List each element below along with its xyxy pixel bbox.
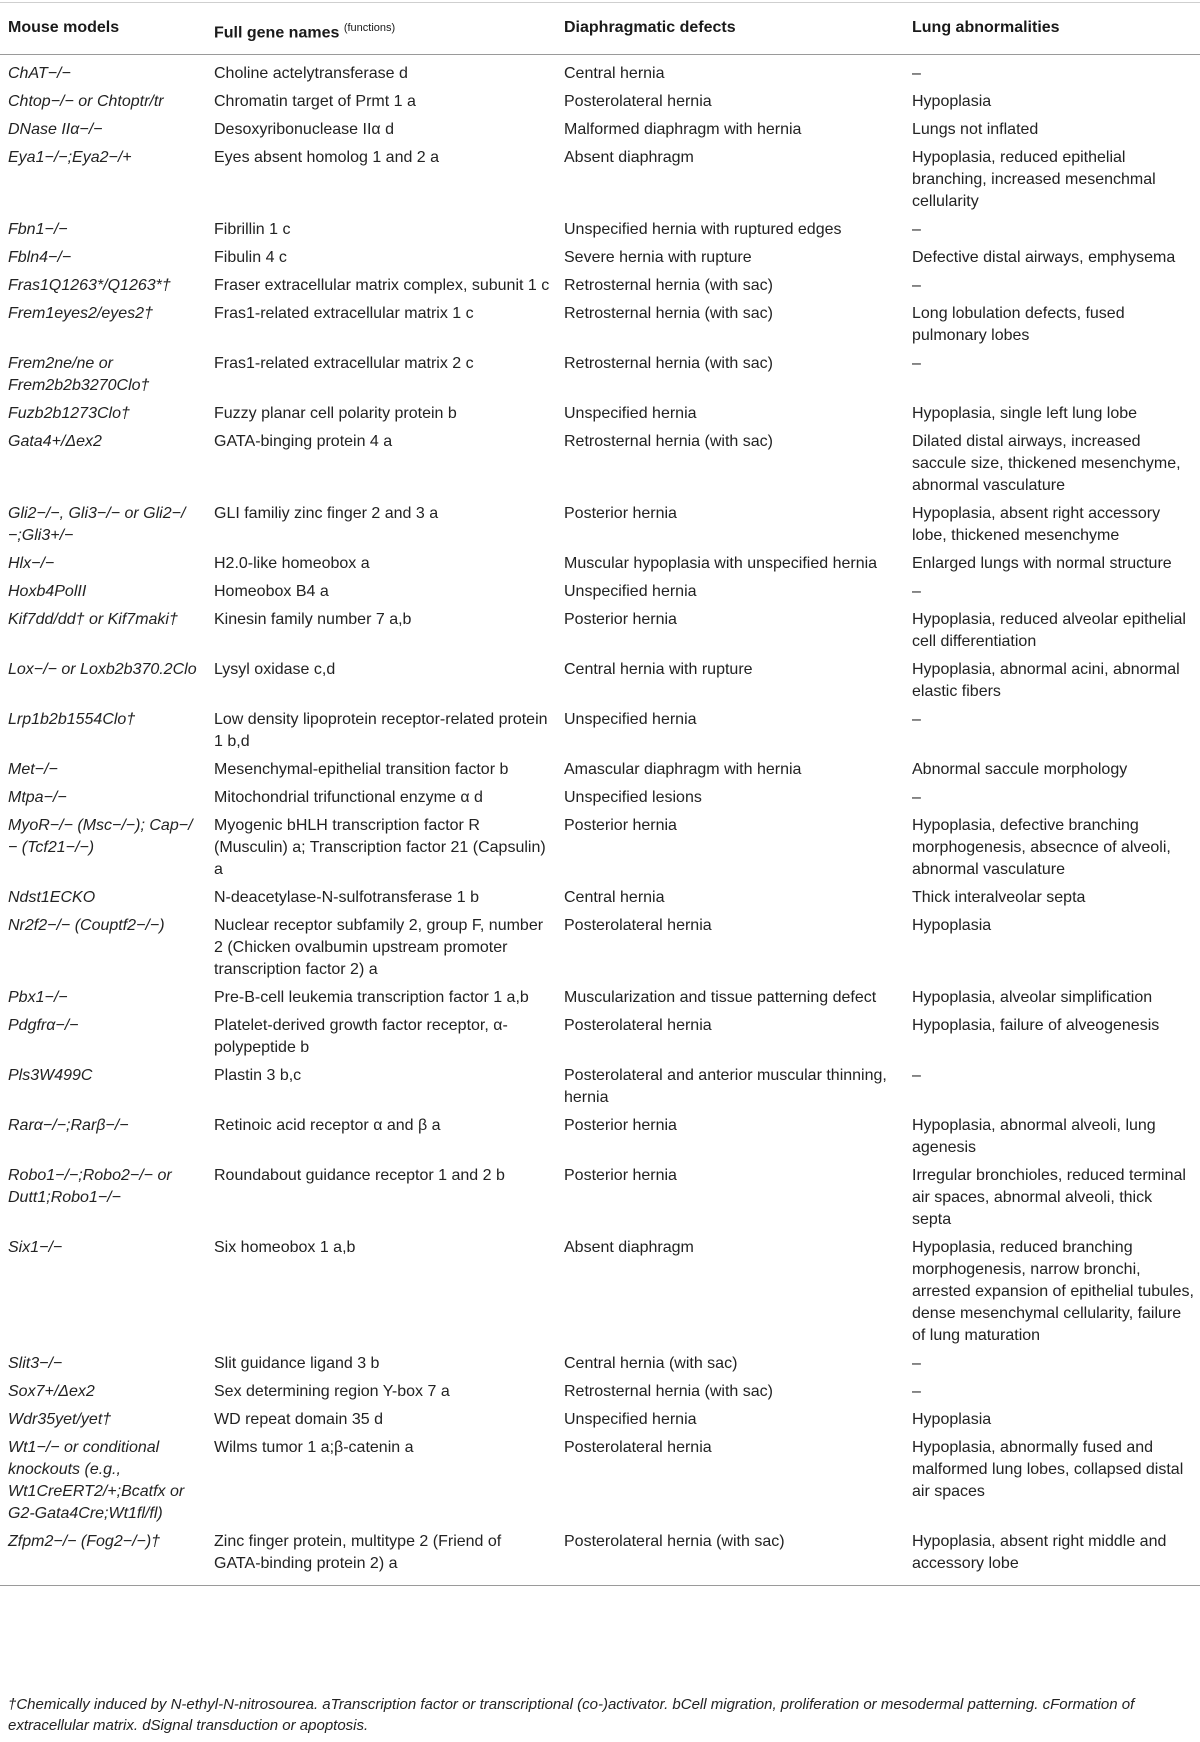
cell-lung-abnormality: Lungs not inflated bbox=[912, 121, 1039, 139]
cell-mouse-model: Gata4+/Δex2 bbox=[8, 433, 102, 451]
cell-lung-abnormality: – bbox=[912, 1383, 921, 1401]
cell-mouse-model: DNase IIα−/− bbox=[8, 121, 103, 139]
header-diaphragmatic-defects-label: Diaphragmatic defects bbox=[564, 19, 736, 36]
cell-lung-abnormality: Hypoplasia, abnormally fused and malformed lung lobes, collapsed distal air spaces bbox=[912, 1439, 1184, 1501]
table-row bbox=[0, 350, 1200, 400]
cell-lung-abnormality: Hypoplasia bbox=[912, 1411, 992, 1429]
cell-diaphragmatic-defect: Posterolateral hernia bbox=[564, 917, 712, 935]
cell-diaphragmatic-defect: Retrosternal hernia (with sac) bbox=[564, 1383, 773, 1401]
cell-lung-abnormality: Hypoplasia, alveolar simplification bbox=[912, 989, 1153, 1007]
cell-mouse-model: Hoxb4PolII bbox=[8, 583, 87, 601]
cell-gene-name: Eyes absent homolog 1 and 2 a bbox=[214, 149, 440, 167]
cell-lung-abnormality: Hypoplasia, reduced epithelial branching, increased mesenchmal cellularity bbox=[912, 149, 1156, 211]
cell-diaphragmatic-defect: Posterior hernia bbox=[564, 817, 677, 835]
cell-mouse-model: Pls3W499C bbox=[8, 1067, 93, 1085]
cell-diaphragmatic-defect: Posterior hernia bbox=[564, 1117, 677, 1135]
cell-diaphragmatic-defect: Unspecified lesions bbox=[564, 789, 702, 807]
cell-diaphragmatic-defect: Severe hernia with rupture bbox=[564, 249, 752, 267]
cell-lung-abnormality: Enlarged lungs with normal structure bbox=[912, 555, 1172, 573]
table-row bbox=[0, 116, 1200, 144]
cell-lung-abnormality: Abnormal saccule morphology bbox=[912, 761, 1128, 779]
cell-gene-name: Lysyl oxidase c,d bbox=[214, 661, 336, 679]
cell-lung-abnormality: Hypoplasia, single left lung lobe bbox=[912, 405, 1138, 423]
table-row bbox=[0, 88, 1200, 116]
header-mouse-models bbox=[0, 3, 206, 55]
cell-gene-name: Mitochondrial trifunctional enzyme α d bbox=[214, 789, 483, 807]
cell-diaphragmatic-defect: Muscularization and tissue patterning defect bbox=[564, 989, 877, 1007]
table-row bbox=[0, 272, 1200, 300]
cell-gene-name: Platelet-derived growth factor receptor, α-polypeptide b bbox=[214, 1017, 508, 1057]
cell-mouse-model: ChAT−/− bbox=[8, 65, 71, 83]
cell-lung-abnormality: – bbox=[912, 65, 921, 83]
cell-mouse-model: Chtop−/− or Chtoptr/tr bbox=[8, 93, 164, 111]
cell-gene-name: Fuzzy planar cell polarity protein b bbox=[214, 405, 457, 423]
table-row bbox=[0, 1406, 1200, 1434]
cell-diaphragmatic-defect: Retrosternal hernia (with sac) bbox=[564, 305, 773, 323]
table-row bbox=[0, 578, 1200, 606]
cell-gene-name: GATA-binging protein 4 a bbox=[214, 433, 393, 451]
cell-lung-abnormality: – bbox=[912, 789, 921, 807]
table-row bbox=[0, 606, 1200, 656]
table-row bbox=[0, 55, 1200, 89]
cell-mouse-model: Lrp1b2b1554Clo† bbox=[8, 711, 136, 729]
cell-mouse-model: Frem2ne/ne or Frem2b2b3270Clo† bbox=[8, 355, 150, 395]
table-row bbox=[0, 500, 1200, 550]
cell-lung-abnormality: – bbox=[912, 277, 921, 295]
cell-mouse-model: Gli2−/−, Gli3−/− or Gli2−/−;Gli3+/− bbox=[8, 505, 186, 545]
cell-diaphragmatic-defect: Retrosternal hernia (with sac) bbox=[564, 355, 773, 373]
cell-gene-name: Chromatin target of Prmt 1 a bbox=[214, 93, 416, 111]
cell-lung-abnormality: Irregular bronchioles, reduced terminal air spaces, abnormal alveoli, thick septa bbox=[912, 1167, 1186, 1229]
cell-lung-abnormality: Hypoplasia, reduced branching morphogenesis, narrow bronchi, arrested expansion of epithelial tubules, dense mesenchymal cellularity, failure of lung maturation bbox=[912, 1239, 1194, 1345]
cell-gene-name: Wilms tumor 1 a;β-catenin a bbox=[214, 1439, 414, 1457]
cell-mouse-model: Hlx−/− bbox=[8, 555, 55, 573]
cell-mouse-model: Mtpa−/− bbox=[8, 789, 67, 807]
cell-gene-name: Slit guidance ligand 3 b bbox=[214, 1355, 380, 1373]
header-row bbox=[0, 3, 1200, 55]
cell-gene-name: WD repeat domain 35 d bbox=[214, 1411, 383, 1429]
cell-diaphragmatic-defect: Central hernia bbox=[564, 889, 665, 907]
table-row bbox=[0, 1528, 1200, 1586]
table-row bbox=[0, 984, 1200, 1012]
table-row bbox=[0, 144, 1200, 216]
cell-mouse-model: Zfpm2−/− (Fog2−/−)† bbox=[0, 1528, 206, 1586]
cell-diaphragmatic-defect: Central hernia (with sac) bbox=[564, 1355, 738, 1373]
cell-lung-abnormality: Hypoplasia bbox=[912, 93, 992, 111]
cell-lung-abnormality: Hypoplasia, defective branching morphogenesis, absecnce of alveoli, abnormal vasculature bbox=[912, 817, 1171, 879]
cell-gene-name: Retinoic acid receptor α and β a bbox=[214, 1117, 441, 1135]
cell-diaphragmatic-defect: Retrosternal hernia (with sac) bbox=[564, 277, 773, 295]
cell-diaphragmatic-defect: Unspecified hernia bbox=[564, 1411, 697, 1429]
header-gene-names bbox=[206, 3, 556, 55]
cell-gene-name: N-deacetylase-N-sulfotransferase 1 b bbox=[214, 889, 480, 907]
cell-gene-name: Zinc finger protein, multitype 2 (Friend of GATA-binding protein 2) a bbox=[206, 1528, 556, 1586]
cell-mouse-model: Frem1eyes2/eyes2† bbox=[8, 305, 153, 323]
cell-lung-abnormality: – bbox=[912, 711, 921, 729]
table-row bbox=[0, 1434, 1200, 1528]
cell-gene-name: Choline actelytransferase d bbox=[214, 65, 408, 83]
cell-gene-name: Six homeobox 1 a,b bbox=[214, 1239, 356, 1257]
cell-lung-abnormality: Hypoplasia, abnormal alveoli, lung agenesis bbox=[912, 1117, 1156, 1157]
table-row bbox=[0, 1012, 1200, 1062]
table-row bbox=[0, 550, 1200, 578]
cell-diaphragmatic-defect: Posterolateral hernia bbox=[564, 1439, 712, 1457]
cell-lung-abnormality: – bbox=[912, 583, 921, 601]
table-row bbox=[0, 1350, 1200, 1378]
cell-diaphragmatic-defect: Absent diaphragm bbox=[564, 1239, 694, 1257]
cell-mouse-model: Sox7+/Δex2 bbox=[8, 1383, 95, 1401]
table-row bbox=[0, 1112, 1200, 1162]
cell-diaphragmatic-defect: Retrosternal hernia (with sac) bbox=[564, 433, 773, 451]
cell-mouse-model: MyoR−/− (Msc−/−); Cap−/− (Tcf21−/−) bbox=[8, 817, 193, 857]
cell-gene-name: Kinesin family number 7 a,b bbox=[214, 611, 412, 629]
header-gene-names-label: Full gene names bbox=[214, 24, 340, 42]
header-mouse-models-label: Mouse models bbox=[8, 19, 120, 36]
table-row bbox=[0, 1234, 1200, 1350]
cell-mouse-model: Pdgfrα−/− bbox=[8, 1017, 79, 1035]
cell-gene-name: Mesenchymal-epithelial transition factor b bbox=[214, 761, 509, 779]
cell-lung-abnormality: – bbox=[912, 221, 921, 239]
table-footnote: †Chemically induced by N-ethyl-N-nitrosourea. aTranscription factor or transcriptional (co-)activator. bCell migration, proliferation or mesodermal patterning. cFormation of extracellular matrix. dSignal transduction or apoptosis. bbox=[8, 1696, 1135, 1734]
cell-diaphragmatic-defect: Unspecified hernia with ruptured edges bbox=[564, 221, 842, 239]
cell-mouse-model: Rarα−/−;Rarβ−/− bbox=[8, 1117, 129, 1135]
table-row bbox=[0, 784, 1200, 812]
cell-diaphragmatic-defect: Malformed diaphragm with hernia bbox=[564, 121, 802, 139]
cell-gene-name: Homeobox B4 a bbox=[214, 583, 329, 601]
cell-lung-abnormality: Hypoplasia, abnormal acini, abnormal elastic fibers bbox=[912, 661, 1180, 701]
table-row bbox=[0, 400, 1200, 428]
cell-mouse-model: Met−/− bbox=[8, 761, 58, 779]
table-row bbox=[0, 912, 1200, 984]
cell-diaphragmatic-defect: Posterolateral hernia bbox=[564, 1017, 712, 1035]
table-row bbox=[0, 1378, 1200, 1406]
table-row bbox=[0, 428, 1200, 500]
cell-diaphragmatic-defect: Absent diaphragm bbox=[564, 149, 694, 167]
cell-gene-name: H2.0-like homeobox a bbox=[214, 555, 370, 573]
header-lung-abnormalities-label: Lung abnormalities bbox=[912, 19, 1060, 36]
header-lung-abnormalities bbox=[904, 3, 1200, 55]
cell-mouse-model: Six1−/− bbox=[8, 1239, 63, 1257]
cell-lung-abnormality: Defective distal airways, emphysema bbox=[912, 249, 1176, 267]
cell-mouse-model: Wdr35yet/yet† bbox=[8, 1411, 112, 1429]
cell-lung-abnormality: Hypoplasia, failure of alveogenesis bbox=[912, 1017, 1160, 1035]
table-row bbox=[0, 706, 1200, 756]
table-row bbox=[0, 216, 1200, 244]
cell-gene-name: Myogenic bHLH transcription factor R (Musculin) a; Transcription factor 21 (Capsulin) a bbox=[214, 817, 546, 879]
cell-mouse-model: Ndst1ECKO bbox=[8, 889, 96, 907]
cell-lung-abnormality: Hypoplasia, absent right middle and accessory lobe bbox=[904, 1528, 1200, 1586]
cell-gene-name: Sex determining region Y-box 7 a bbox=[214, 1383, 450, 1401]
table-row bbox=[0, 812, 1200, 884]
cell-diaphragmatic-defect: Amascular diaphragm with hernia bbox=[564, 761, 802, 779]
cell-diaphragmatic-defect: Unspecified hernia bbox=[564, 711, 697, 729]
cell-mouse-model: Wt1−/− or conditional knockouts (e.g., Wt1CreERT2/+;Bcatfx or G2-Gata4Cre;Wt1fl/fl) bbox=[8, 1439, 185, 1523]
cell-diaphragmatic-defect: Central hernia bbox=[564, 65, 665, 83]
cell-gene-name: Fibulin 4 c bbox=[214, 249, 287, 267]
table-row bbox=[0, 656, 1200, 706]
cell-gene-name: Fraser extracellular matrix complex, subunit 1 c bbox=[214, 277, 550, 295]
cell-gene-name: Pre-B-cell leukemia transcription factor 1 a,b bbox=[214, 989, 529, 1007]
table-body bbox=[0, 55, 1200, 1586]
cell-gene-name: Fras1-related extracellular matrix 2 c bbox=[214, 355, 474, 373]
cell-gene-name: Fibrillin 1 c bbox=[214, 221, 291, 239]
cell-diaphragmatic-defect: Posterolateral hernia (with sac) bbox=[556, 1528, 904, 1586]
mouse-models-table bbox=[0, 2, 1200, 1586]
cell-mouse-model: Kif7dd/dd† or Kif7maki† bbox=[8, 611, 178, 629]
cell-diaphragmatic-defect: Posterolateral and anterior muscular thinning, hernia bbox=[564, 1067, 887, 1107]
cell-lung-abnormality: Hypoplasia bbox=[912, 917, 992, 935]
table-row bbox=[0, 244, 1200, 272]
cell-diaphragmatic-defect: Unspecified hernia bbox=[564, 583, 697, 601]
cell-lung-abnormality: – bbox=[912, 1355, 921, 1373]
table-row bbox=[0, 1162, 1200, 1234]
table-row bbox=[0, 1062, 1200, 1112]
cell-mouse-model: Nr2f2−/− (Couptf2−/−) bbox=[8, 917, 165, 935]
cell-mouse-model: Fuzb2b1273Clo† bbox=[8, 405, 130, 423]
cell-diaphragmatic-defect: Posterior hernia bbox=[564, 1167, 677, 1185]
cell-gene-name: Nuclear receptor subfamily 2, group F, number 2 (Chicken ovalbumin upstream promoter transcription factor 2) a bbox=[214, 917, 544, 979]
cell-lung-abnormality: Thick interalveolar septa bbox=[912, 889, 1086, 907]
cell-mouse-model: Slit3−/− bbox=[8, 1355, 63, 1373]
cell-lung-abnormality: Dilated distal airways, increased saccule size, thickened mesenchyme, abnormal vasculature bbox=[912, 433, 1181, 495]
cell-lung-abnormality: – bbox=[912, 355, 921, 373]
cell-diaphragmatic-defect: Posterior hernia bbox=[564, 505, 677, 523]
cell-diaphragmatic-defect: Posterior hernia bbox=[564, 611, 677, 629]
cell-mouse-model: Eya1−/−;Eya2−/+ bbox=[8, 149, 132, 167]
table-row bbox=[0, 884, 1200, 912]
cell-diaphragmatic-defect: Posterolateral hernia bbox=[564, 93, 712, 111]
cell-gene-name: Roundabout guidance receptor 1 and 2 b bbox=[214, 1167, 505, 1185]
cell-mouse-model: Fbn1−/− bbox=[8, 221, 68, 239]
cell-mouse-model: Fbln4−/− bbox=[8, 249, 72, 267]
cell-mouse-model: Fras1Q1263*/Q1263*† bbox=[8, 277, 171, 295]
cell-gene-name: Fras1-related extracellular matrix 1 c bbox=[214, 305, 474, 323]
cell-gene-name: Low density lipoprotein receptor-related protein 1 b,d bbox=[214, 711, 548, 751]
cell-lung-abnormality: Hypoplasia, reduced alveolar epithelial cell differentiation bbox=[912, 611, 1186, 651]
cell-diaphragmatic-defect: Unspecified hernia bbox=[564, 405, 697, 423]
cell-gene-name: Desoxyribonuclease IIα d bbox=[214, 121, 395, 139]
cell-mouse-model: Lox−/− or Loxb2b370.2Clo bbox=[8, 661, 197, 679]
table-row bbox=[0, 300, 1200, 350]
cell-mouse-model: Robo1−/−;Robo2−/− or Dutt1;Robo1−/− bbox=[8, 1167, 172, 1207]
cell-diaphragmatic-defect: Central hernia with rupture bbox=[564, 661, 753, 679]
cell-lung-abnormality: Hypoplasia, absent right accessory lobe, thickened mesenchyme bbox=[912, 505, 1161, 545]
cell-gene-name: Plastin 3 b,c bbox=[214, 1067, 302, 1085]
cell-gene-name: GLI familiy zinc finger 2 and 3 a bbox=[214, 505, 439, 523]
cell-lung-abnormality: – bbox=[912, 1067, 921, 1085]
header-gene-names-note: (functions) bbox=[343, 22, 396, 34]
table-row bbox=[0, 756, 1200, 784]
cell-lung-abnormality: Long lobulation defects, fused pulmonary lobes bbox=[912, 305, 1125, 345]
header-diaphragmatic-defects bbox=[556, 3, 904, 55]
cell-mouse-model: Pbx1−/− bbox=[8, 989, 68, 1007]
cell-diaphragmatic-defect: Muscular hypoplasia with unspecified hernia bbox=[564, 555, 878, 573]
